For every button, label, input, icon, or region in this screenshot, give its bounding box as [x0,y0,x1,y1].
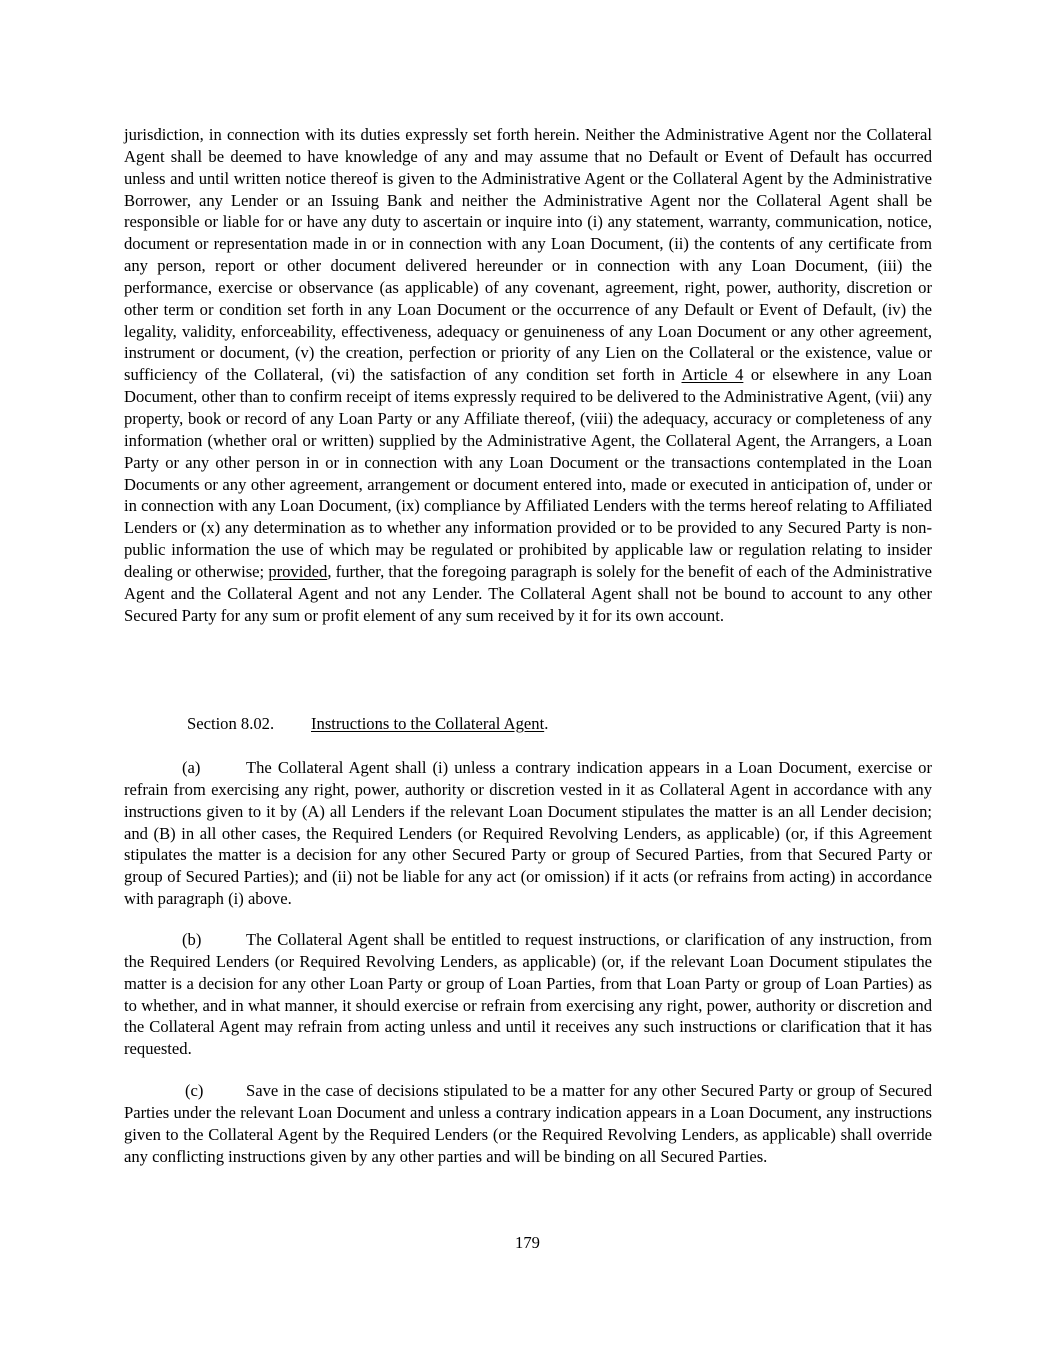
paragraph-c-text: Save in the case of decisions stipulated to be a matter for any other Secured Party or group of Secured Parties under the relevant Loan Document and unless a contrary indication appears in a Loan Document, any instructions given to the Collateral Agent by the Required Lenders (or the Required Revolving Lenders, as applicable) shall override any conflicting instructions given by any other parties and will be binding on all Secured Parties. [124,1081,932,1166]
continuation-text-part3: , further, that the foregoing paragraph is solely for the benefit of each of the Administrative Agent and the Collateral Agent and not any Lender. The Collateral Agent shall not be bound to account to any other Secured Party for any sum or profit element of any sum received by it for its own account. [124,561,933,625]
page-number: 179 [515,1233,540,1252]
provided-term: provided [268,561,328,581]
paragraph-b [124,929,932,1060]
article-4-link[interactable]: Article 4 [681,365,744,385]
continuation-paragraph [124,124,932,626]
paragraph-a-text: The Collateral Agent shall (i) unless a contrary indication appears in a Loan Document, exercise or refrain from exercising any right, power, authority or discretion vested in it as Collateral Agent in accordance with any instructions given to it by (A) all Lenders if the relevant Loan Document stipulates the matter is an all Lender decision; and (B) in all other cases, the Required Lenders (or Required Revolving Lenders, as applicable) (or, if this Agreement stipulates the matter is a decision for any other Secured Party or group of Secured Parties, from that Secured Party or group of Secured Parties); and (ii) not be liable for any act (or omission) if it acts (or refrains from acting) in accordance with paragraph (i) above. [124,758,932,909]
section-heading [187,713,548,735]
paragraph-a-label: (a) [182,758,201,777]
paragraph-c-label: (c) [185,1081,204,1100]
paragraph-b-text: The Collateral Agent shall be entitled to request instructions, or clarification of any instruction, from the Required Lenders (or Required Revolving Lenders, as applicable) (or, if the relevant Loan Document stipulates the matter is a decision for any other Loan Party or group of Loan Parties, from that Loan Party or group of Loan Parties) as to whether, and in what manner, it should exercise or refrain from exercising any right, power, authority or discretion and the Collateral Agent may refrain from acting unless and until it receives any such instructions or clarification that it has requested. [124,930,932,1059]
section-number: Section 8.02. [187,714,275,733]
paragraph-c [124,1080,932,1167]
section-title: Instructions to the Collateral Agent [311,714,545,733]
continuation-text-part1: jurisdiction, in connection with its duties expressly set forth herein. Neither the Administrative Agent nor the Collateral Agent shall be deemed to have knowledge of any and may assume that no Default or Event of Default has occurred unless and until written notice thereof is given to the Administrative Agent or the Collateral Agent by the Administrative Borrower, any Lender or an Issuing Bank and neither the Administrative Agent nor the Collateral Agent shall be responsible or liable for or have any duty to ascertain or inquire into (i) any statement, warranty, communication, notice, document or representation made in or in connection with any Loan Document, (ii) the contents of any certificate from any person, report or other document delivered hereunder or in connection with any Loan Document, (iii) the performance, exercise or observance (as applicable) of any covenant, agreement, right, power, authority, discretion or other term or condition set forth in any Loan Document or the occurrence of any Default or Event of Default, (iv) the legality, validity, enforceability, effectiveness, adequacy or genuineness of any Loan Document or any other agreement, instrument or document, (v) the creation, perfection or priority of any Lien on the Collateral or the existence, value or sufficiency of the Collateral, (vi) the satisfaction of any condition set forth in [124,125,932,385]
section-title-period: . [544,714,549,733]
paragraph-a [124,757,932,910]
paragraph-b-label: (b) [182,930,202,949]
continuation-text-part2: or elsewhere in any Loan Document, other than to confirm receipt of items expressly required to be delivered to the Administrative Agent, (vii) any property, book or record of any Loan Party or any Affiliate thereof, (viii) the adequacy, accuracy or completeness of any information (whether oral or written) supplied by the Administrative Agent, the Collateral Agent, the Arrangers, a Loan Party or any other person in or in connection with any Loan Document or the transactions contemplated in the Loan Documents or any other agreement, arrangement or document entered into, made or executed in anticipation of, under or in connection with any Loan Document, (ix) compliance by Affiliated Lenders with the terms hereof relating to Affiliated Lenders or (x) any determination as to whether any information provided or to be provided to any Secured Party is non-public information the use of which may be regulated or prohibited by applicable law or regulation relating to insider dealing or otherwise; [124,365,932,581]
